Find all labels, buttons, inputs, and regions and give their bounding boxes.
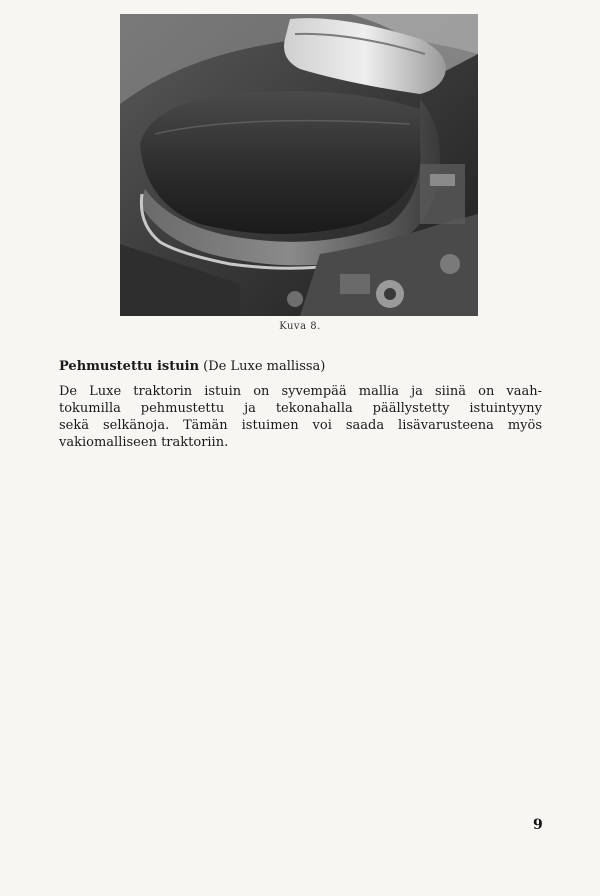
body-paragraph xyxy=(59,383,542,451)
figure-caption: Kuva 8. xyxy=(279,321,321,332)
body-line-4: vakiomalliseen traktoriin. xyxy=(59,435,229,450)
body-line-3: sekä selkänoja. Tämän istuimen voi saada lisävarusteena myös xyxy=(59,418,542,433)
section-title-rest: (De Luxe mallissa) xyxy=(199,359,326,374)
seat-photo xyxy=(120,14,478,316)
body-line-2: tokumilla pehmustettu ja tekonahalla päällystetty istuintyyny xyxy=(59,401,542,416)
page-number: 9 xyxy=(533,817,543,833)
body-line-1: De Luxe traktorin istuin on syvempää mallia ja siinä on vaah- xyxy=(59,384,542,399)
seat-photo-illustration xyxy=(120,14,478,316)
section-title xyxy=(59,359,325,374)
section-title-bold: Pehmustettu istuin xyxy=(59,359,200,374)
